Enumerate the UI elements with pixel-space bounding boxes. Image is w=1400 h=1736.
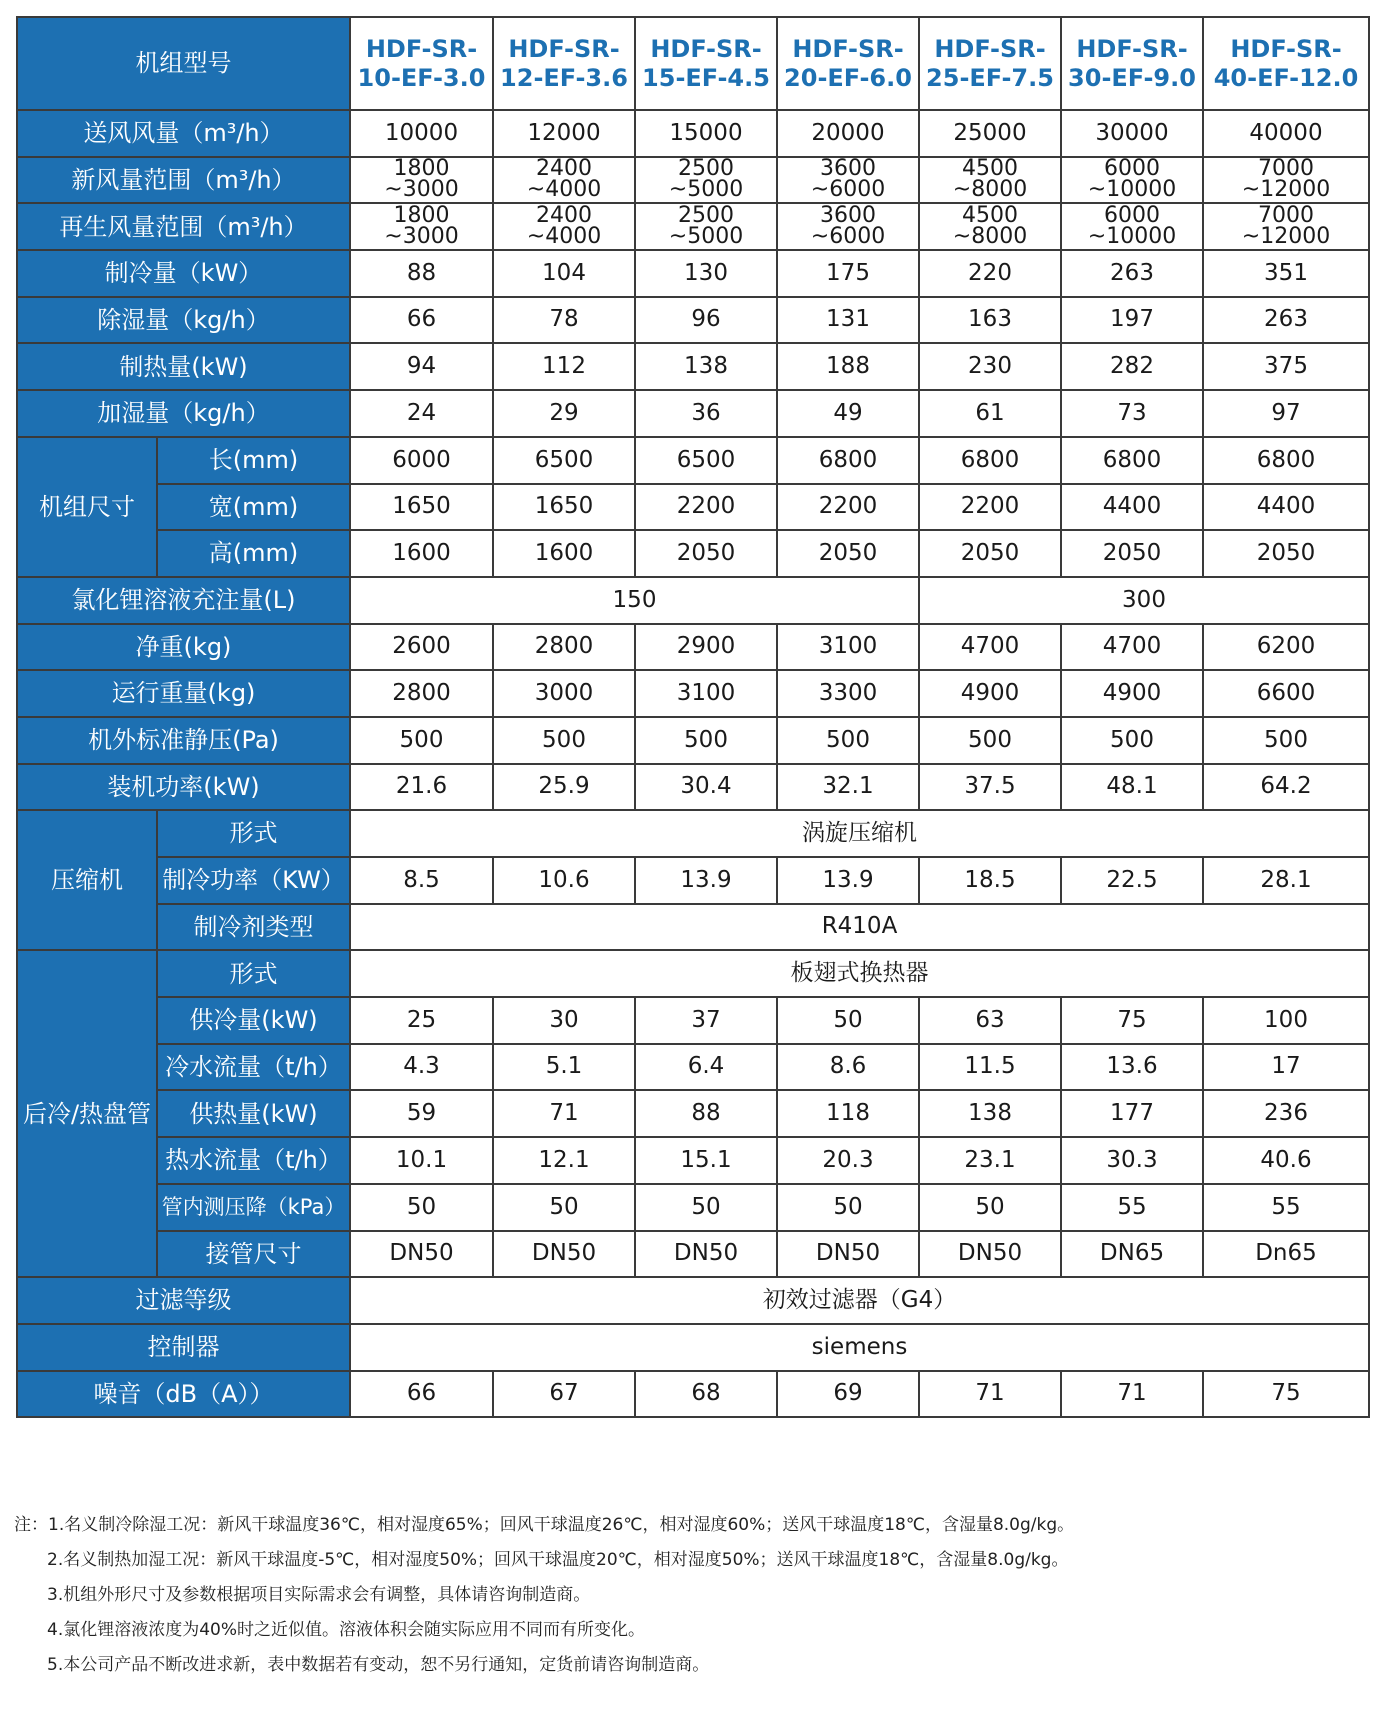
- value-cell: DN65: [1061, 1231, 1203, 1278]
- value-cell: 10.1: [350, 1137, 493, 1184]
- dimension-height-label: 高(mm): [157, 530, 350, 577]
- dehumidification-row: [17, 297, 1369, 344]
- value-cell: 6200: [1203, 624, 1369, 671]
- value-cell: 10000: [350, 110, 493, 157]
- coil-type-label: 形式: [157, 950, 350, 997]
- value-cell: 4700: [1061, 624, 1203, 671]
- coil-pressure-drop-row: [17, 1184, 1369, 1231]
- value-cell: 300: [919, 577, 1369, 624]
- dehumidification-row-label: 除湿量（kg/h）: [17, 297, 350, 344]
- value-cell: 55: [1203, 1184, 1369, 1231]
- value-cell: 32.1: [777, 764, 919, 811]
- value-cell: 66: [350, 297, 493, 344]
- coil-pipe-size-label: 接管尺寸: [157, 1231, 350, 1278]
- value-cell: 15.1: [635, 1137, 777, 1184]
- value-cell: 15000: [635, 110, 777, 157]
- value-cell: 6800: [777, 437, 919, 484]
- value-cell: 78: [493, 297, 635, 344]
- value-cell: 50: [635, 1184, 777, 1231]
- value-cell: 2200: [919, 484, 1061, 531]
- value-cell: 2200: [635, 484, 777, 531]
- value-cell: 220: [919, 250, 1061, 297]
- note-1: 注：1.名义制冷除湿工况：新风干球温度36℃，相对湿度65%；回风干球温度26℃，相对湿度60%；送风干球温度18℃，含湿量8.0g/kg。: [14, 1515, 1075, 1535]
- note-2: 2.名义制热加湿工况：新风干球温度-5℃，相对湿度50%；回风干球温度20℃，相对湿度50%；送风干球温度18℃，含湿量8.0g/kg。: [47, 1550, 1069, 1570]
- coil-cooling-supply-label: 供冷量(kW): [157, 997, 350, 1044]
- value-cell: 4500 ~8000: [919, 157, 1061, 204]
- coil-heating-supply-label: 供热量(kW): [157, 1090, 350, 1137]
- value-cell: 500: [1203, 717, 1369, 764]
- value-cell: DN50: [350, 1231, 493, 1278]
- value-cell: 130: [635, 250, 777, 297]
- value-cell: 2050: [635, 530, 777, 577]
- value-cell: 40.6: [1203, 1137, 1369, 1184]
- value-cell: 50: [350, 1184, 493, 1231]
- coil-pressure-drop-label: 管内测压降（kPa）: [157, 1184, 350, 1231]
- value-cell: 板翅式换热器: [350, 950, 1369, 997]
- value-cell: 63: [919, 997, 1061, 1044]
- value-cell: siemens: [350, 1324, 1369, 1371]
- value-cell: 4500 ~8000: [919, 203, 1061, 250]
- value-cell: 10.6: [493, 857, 635, 904]
- value-cell: 71: [493, 1090, 635, 1137]
- value-cell: 68: [635, 1371, 777, 1418]
- value-cell: 13.6: [1061, 1044, 1203, 1091]
- value-cell: 3100: [635, 670, 777, 717]
- fresh-air-range-row: [17, 157, 1369, 204]
- value-cell: 50: [919, 1184, 1061, 1231]
- model-name: HDF-SR- 30-EF-9.0: [1061, 17, 1203, 110]
- value-cell: 500: [1061, 717, 1203, 764]
- value-cell: 4700: [919, 624, 1061, 671]
- value-cell: 3000: [493, 670, 635, 717]
- value-cell: 1600: [493, 530, 635, 577]
- value-cell: 24: [350, 390, 493, 437]
- value-cell: 6800: [1203, 437, 1369, 484]
- dimension-width-label: 宽(mm): [157, 484, 350, 531]
- net-weight-row: [17, 624, 1369, 671]
- dimensions-group-label: 机组尺寸: [17, 437, 157, 577]
- value-cell: DN50: [919, 1231, 1061, 1278]
- net-weight-row-label: 净重(kg): [17, 624, 350, 671]
- value-cell: 6600: [1203, 670, 1369, 717]
- value-cell: 29: [493, 390, 635, 437]
- coil-heating-supply-row: [17, 1090, 1369, 1137]
- value-cell: 50: [777, 997, 919, 1044]
- static-pressure-row: [17, 717, 1369, 764]
- regen-air-range-row: [17, 203, 1369, 250]
- value-cell: 13.9: [635, 857, 777, 904]
- value-cell: 71: [919, 1371, 1061, 1418]
- value-cell: 4900: [1061, 670, 1203, 717]
- value-cell: 1800 ~3000: [350, 203, 493, 250]
- value-cell: 36: [635, 390, 777, 437]
- value-cell: 4.3: [350, 1044, 493, 1091]
- value-cell: 188: [777, 343, 919, 390]
- value-cell: 涡旋压缩机: [350, 810, 1369, 857]
- value-cell: 118: [777, 1090, 919, 1137]
- value-cell: 375: [1203, 343, 1369, 390]
- value-cell: 11.5: [919, 1044, 1061, 1091]
- installed-power-row-label: 装机功率(kW): [17, 764, 350, 811]
- supply-air-row: [17, 110, 1369, 157]
- licl-charge-label: 氯化锂溶液充注量(L): [17, 577, 350, 624]
- value-cell: 282: [1061, 343, 1203, 390]
- value-cell: 59: [350, 1090, 493, 1137]
- value-cell: 138: [635, 343, 777, 390]
- value-cell: 96: [635, 297, 777, 344]
- value-cell: 37: [635, 997, 777, 1044]
- value-cell: 12000: [493, 110, 635, 157]
- value-cell: 6500: [635, 437, 777, 484]
- value-cell: 6000: [350, 437, 493, 484]
- value-cell: 4900: [919, 670, 1061, 717]
- value-cell: 263: [1203, 297, 1369, 344]
- operating-weight-row-label: 运行重量(kg): [17, 670, 350, 717]
- value-cell: 500: [919, 717, 1061, 764]
- model-name: HDF-SR- 40-EF-12.0: [1203, 17, 1369, 110]
- value-cell: 30: [493, 997, 635, 1044]
- value-cell: 112: [493, 343, 635, 390]
- value-cell: 2900: [635, 624, 777, 671]
- compressor-group-label: 压缩机: [17, 810, 157, 950]
- value-cell: 55: [1061, 1184, 1203, 1231]
- humidification-row: [17, 390, 1369, 437]
- coil-cold-water-flow-label: 冷水流量（t/h）: [157, 1044, 350, 1091]
- value-cell: 73: [1061, 390, 1203, 437]
- value-cell: 49: [777, 390, 919, 437]
- value-cell: 2400 ~4000: [493, 157, 635, 204]
- supply-air-row-label: 送风风量（m³/h）: [17, 110, 350, 157]
- value-cell: 175: [777, 250, 919, 297]
- value-cell: 230: [919, 343, 1061, 390]
- dimension-width-row: [17, 484, 1369, 531]
- fresh-air-range-row-label: 新风量范围（m³/h）: [17, 157, 350, 204]
- value-cell: 100: [1203, 997, 1369, 1044]
- spec-table: [16, 16, 1370, 1418]
- dimension-height-row: [17, 530, 1369, 577]
- coil-group-label: 后冷/热盘管: [17, 950, 157, 1277]
- value-cell: DN50: [493, 1231, 635, 1278]
- regen-air-range-row-label: 再生风量范围（m³/h）: [17, 203, 350, 250]
- value-cell: 20.3: [777, 1137, 919, 1184]
- value-cell: 1600: [350, 530, 493, 577]
- model-label: 机组型号: [17, 17, 350, 110]
- value-cell: 13.9: [777, 857, 919, 904]
- operating-weight-row: [17, 670, 1369, 717]
- value-cell: 2800: [493, 624, 635, 671]
- coil-cooling-supply-row: [17, 997, 1369, 1044]
- coil-pipe-size-row: [17, 1231, 1369, 1278]
- value-cell: 6000 ~10000: [1061, 157, 1203, 204]
- note-4: 4.氯化锂溶液浓度为40%时之近似值。溶液体积会随实际应用不同而有所变化。: [47, 1620, 646, 1640]
- value-cell: 2050: [919, 530, 1061, 577]
- dimension-length-row: [17, 437, 1369, 484]
- value-cell: 177: [1061, 1090, 1203, 1137]
- value-cell: 500: [777, 717, 919, 764]
- value-cell: 21.6: [350, 764, 493, 811]
- value-cell: 263: [1061, 250, 1203, 297]
- compressor-type-row: [17, 810, 1369, 857]
- value-cell: 4400: [1203, 484, 1369, 531]
- note-5: 5.本公司产品不断改进求新，表中数据若有变动，恕不另行通知，定货前请咨询制造商。: [47, 1655, 710, 1675]
- value-cell: 1800 ~3000: [350, 157, 493, 204]
- value-cell: 1650: [350, 484, 493, 531]
- notes: [14, 1508, 1074, 1683]
- cooling-capacity-row-label: 制冷量（kW）: [17, 250, 350, 297]
- value-cell: 6500: [493, 437, 635, 484]
- coil-hot-water-flow-label: 热水流量（t/h）: [157, 1137, 350, 1184]
- model-name: HDF-SR- 10-EF-3.0: [350, 17, 493, 110]
- value-cell: 50: [493, 1184, 635, 1231]
- value-cell: 88: [635, 1090, 777, 1137]
- value-cell: 12.1: [493, 1137, 635, 1184]
- value-cell: 2600: [350, 624, 493, 671]
- value-cell: 500: [635, 717, 777, 764]
- heating-capacity-row-label: 制热量(kW): [17, 343, 350, 390]
- value-cell: 2400 ~4000: [493, 203, 635, 250]
- controller-label: 控制器: [17, 1324, 350, 1371]
- notes-prefix: 注：: [14, 1515, 48, 1535]
- value-cell: 3600 ~6000: [777, 157, 919, 204]
- value-cell: 3600 ~6000: [777, 203, 919, 250]
- value-cell: 3100: [777, 624, 919, 671]
- value-cell: 20000: [777, 110, 919, 157]
- model-name: HDF-SR- 12-EF-3.6: [493, 17, 635, 110]
- value-cell: 236: [1203, 1090, 1369, 1137]
- noise-row: [17, 1371, 1369, 1418]
- value-cell: 25.9: [493, 764, 635, 811]
- compressor-type-label: 形式: [157, 810, 350, 857]
- licl-charge-row: [17, 577, 1369, 624]
- value-cell: 97: [1203, 390, 1369, 437]
- installed-power-row: [17, 764, 1369, 811]
- value-cell: 88: [350, 250, 493, 297]
- value-cell: 4400: [1061, 484, 1203, 531]
- dimension-length-label: 长(mm): [157, 437, 350, 484]
- value-cell: 7000 ~12000: [1203, 203, 1369, 250]
- refrigerant-label: 制冷剂类型: [157, 904, 350, 951]
- value-cell: 71: [1061, 1371, 1203, 1418]
- value-cell: 2050: [1061, 530, 1203, 577]
- value-cell: 28.1: [1203, 857, 1369, 904]
- value-cell: 22.5: [1061, 857, 1203, 904]
- model-name: HDF-SR- 25-EF-7.5: [919, 17, 1061, 110]
- value-cell: 2050: [1203, 530, 1369, 577]
- value-cell: 50: [777, 1184, 919, 1231]
- value-cell: 48.1: [1061, 764, 1203, 811]
- value-cell: 8.6: [777, 1044, 919, 1091]
- value-cell: 2800: [350, 670, 493, 717]
- humidification-row-label: 加湿量（kg/h）: [17, 390, 350, 437]
- value-cell: 5.1: [493, 1044, 635, 1091]
- value-cell: 25000: [919, 110, 1061, 157]
- value-cell: 2050: [777, 530, 919, 577]
- value-cell: 初效过滤器（G4）: [350, 1277, 1369, 1324]
- compressor-power-label: 制冷功率（KW）: [157, 857, 350, 904]
- value-cell: 30.4: [635, 764, 777, 811]
- value-cell: 37.5: [919, 764, 1061, 811]
- coil-type-row: [17, 950, 1369, 997]
- value-cell: 2500 ~5000: [635, 203, 777, 250]
- value-cell: 7000 ~12000: [1203, 157, 1369, 204]
- value-cell: 94: [350, 343, 493, 390]
- controller-row: [17, 1324, 1369, 1371]
- cooling-capacity-row: [17, 250, 1369, 297]
- value-cell: 40000: [1203, 110, 1369, 157]
- value-cell: R410A: [350, 904, 1369, 951]
- compressor-power-row: [17, 857, 1369, 904]
- value-cell: Dn65: [1203, 1231, 1369, 1278]
- value-cell: 75: [1061, 997, 1203, 1044]
- value-cell: 69: [777, 1371, 919, 1418]
- value-cell: 1650: [493, 484, 635, 531]
- value-cell: 6800: [1061, 437, 1203, 484]
- compressor-refrigerant-row: [17, 904, 1369, 951]
- value-cell: 66: [350, 1371, 493, 1418]
- value-cell: 500: [350, 717, 493, 764]
- value-cell: 500: [493, 717, 635, 764]
- value-cell: 104: [493, 250, 635, 297]
- value-cell: 6000 ~10000: [1061, 203, 1203, 250]
- value-cell: 6800: [919, 437, 1061, 484]
- filter-row: [17, 1277, 1369, 1324]
- coil-cold-water-flow-row: [17, 1044, 1369, 1091]
- value-cell: 25: [350, 997, 493, 1044]
- value-cell: 351: [1203, 250, 1369, 297]
- value-cell: 131: [777, 297, 919, 344]
- model-name: HDF-SR- 15-EF-4.5: [635, 17, 777, 110]
- value-cell: 2200: [777, 484, 919, 531]
- value-cell: 75: [1203, 1371, 1369, 1418]
- value-cell: 67: [493, 1371, 635, 1418]
- value-cell: 138: [919, 1090, 1061, 1137]
- value-cell: 150: [350, 577, 919, 624]
- value-cell: 6.4: [635, 1044, 777, 1091]
- heating-capacity-row: [17, 343, 1369, 390]
- value-cell: 30.3: [1061, 1137, 1203, 1184]
- value-cell: DN50: [777, 1231, 919, 1278]
- value-cell: 30000: [1061, 110, 1203, 157]
- value-cell: 23.1: [919, 1137, 1061, 1184]
- value-cell: 17: [1203, 1044, 1369, 1091]
- filter-label: 过滤等级: [17, 1277, 350, 1324]
- noise-row-label: 噪音（dB（A））: [17, 1371, 350, 1418]
- value-cell: 197: [1061, 297, 1203, 344]
- static-pressure-row-label: 机外标准静压(Pa): [17, 717, 350, 764]
- header-row: [17, 17, 1369, 110]
- value-cell: 3300: [777, 670, 919, 717]
- value-cell: 2500 ~5000: [635, 157, 777, 204]
- value-cell: 8.5: [350, 857, 493, 904]
- note-3: 3.机组外形尺寸及参数根据项目实际需求会有调整，具体请咨询制造商。: [47, 1585, 591, 1605]
- value-cell: DN50: [635, 1231, 777, 1278]
- value-cell: 18.5: [919, 857, 1061, 904]
- model-name: HDF-SR- 20-EF-6.0: [777, 17, 919, 110]
- value-cell: 61: [919, 390, 1061, 437]
- coil-hot-water-flow-row: [17, 1137, 1369, 1184]
- value-cell: 163: [919, 297, 1061, 344]
- value-cell: 64.2: [1203, 764, 1369, 811]
